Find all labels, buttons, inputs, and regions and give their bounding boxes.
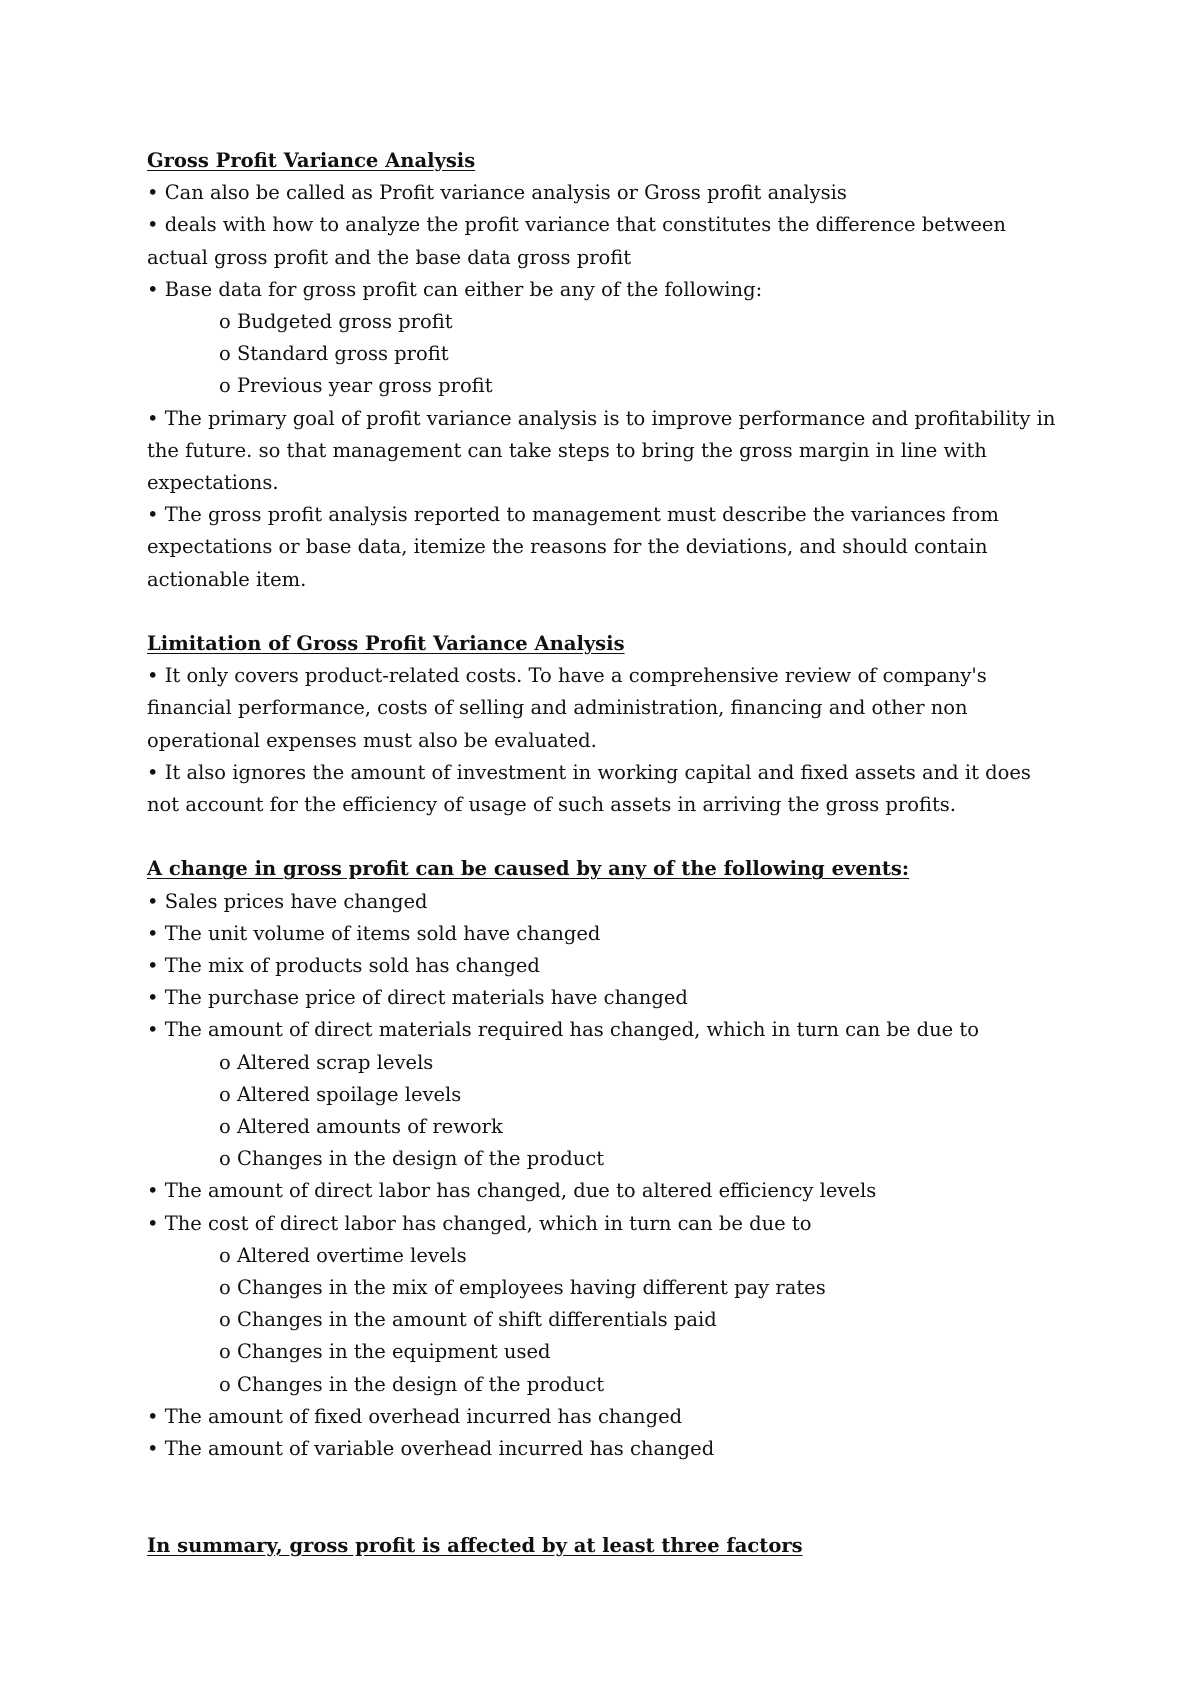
sub-list-item: o Altered spoilage levels	[219, 1082, 462, 1106]
list-item: • The primary goal of profit variance analysis is to improve performance and profitability in the future. so that management can take steps to bring the gross margin in line with expectations.	[147, 406, 1056, 495]
sub-list-item: o Altered amounts of rework	[219, 1115, 503, 1139]
section-heading-gross-profit-variance-analysis: Gross Profit Variance Analysis	[147, 149, 476, 172]
list-item: • Base data for gross profit can either be any of the following:	[147, 277, 763, 301]
list-item: • deals with how to analyze the profit variance that constitutes the difference between actual gross profit and the base data gross profit	[147, 213, 1006, 269]
section-heading-change-in-gross-profit: A change in gross profit can be caused by any of the following events:	[147, 857, 910, 881]
spacer	[147, 596, 1067, 628]
list-item: • Can also be called as Profit variance analysis or Gross profit analysis	[147, 181, 847, 205]
list-item: • Sales prices have changed	[147, 889, 428, 913]
list-item: • It also ignores the amount of investment in working capital and fixed assets and it does not account for the efficiency of usage of such assets in arriving the gross profits.	[147, 760, 1031, 817]
list-item: • The amount of fixed overhead incurred has changed	[147, 1404, 683, 1428]
list-item: • The cost of direct labor has changed, which in turn can be due to	[147, 1211, 812, 1235]
sub-list-item: o Altered scrap levels	[219, 1050, 434, 1074]
sub-list-item: o Changes in the amount of shift differentials paid	[219, 1308, 717, 1332]
section-heading-summary: In summary, gross profit is affected by at least three factors	[147, 1533, 803, 1557]
document-page	[147, 145, 1067, 1562]
spacer	[147, 821, 1067, 853]
sub-list-item: o Changes in the design of the product	[219, 1372, 605, 1396]
sub-list-item: o Changes in the mix of employees having different pay rates	[219, 1276, 826, 1300]
section1-list	[147, 177, 1067, 596]
sub-list-item: o Previous year gross profit	[219, 374, 493, 398]
list-item: • The unit volume of items sold have changed	[147, 921, 601, 945]
list-item: • It only covers product-related costs. To have a comprehensive review of company's financial performance, costs of selling and administration, financing and other non operational expenses must also be evaluated.	[147, 664, 987, 752]
list-item: • The gross profit analysis reported to management must describe the variances from expectations or base data, itemize the reasons for the deviations, and should contain actionable item.	[147, 503, 999, 591]
list-item: • The mix of products sold has changed	[147, 954, 540, 978]
spacer	[147, 1465, 1067, 1529]
list-item: • The purchase price of direct materials have changed	[147, 986, 688, 1010]
sub-list-item: o Standard gross profit	[219, 342, 449, 366]
list-item: • The amount of direct labor has changed, due to altered efficiency levels	[147, 1179, 877, 1203]
sub-list-item: o Changes in the design of the product	[219, 1147, 605, 1171]
section2-list	[147, 660, 1067, 821]
list-item: • The amount of direct materials required has changed, which in turn can be due to	[147, 1018, 979, 1042]
list-item: • The amount of variable overhead incurred has changed	[147, 1437, 715, 1461]
section3-list	[147, 886, 1067, 1466]
section-heading-limitation: Limitation of Gross Profit Variance Analysis	[147, 632, 625, 656]
sub-list-item: o Budgeted gross profit	[219, 310, 453, 334]
sub-list-item: o Altered overtime levels	[219, 1243, 467, 1267]
sub-list-item: o Changes in the equipment used	[219, 1340, 551, 1364]
